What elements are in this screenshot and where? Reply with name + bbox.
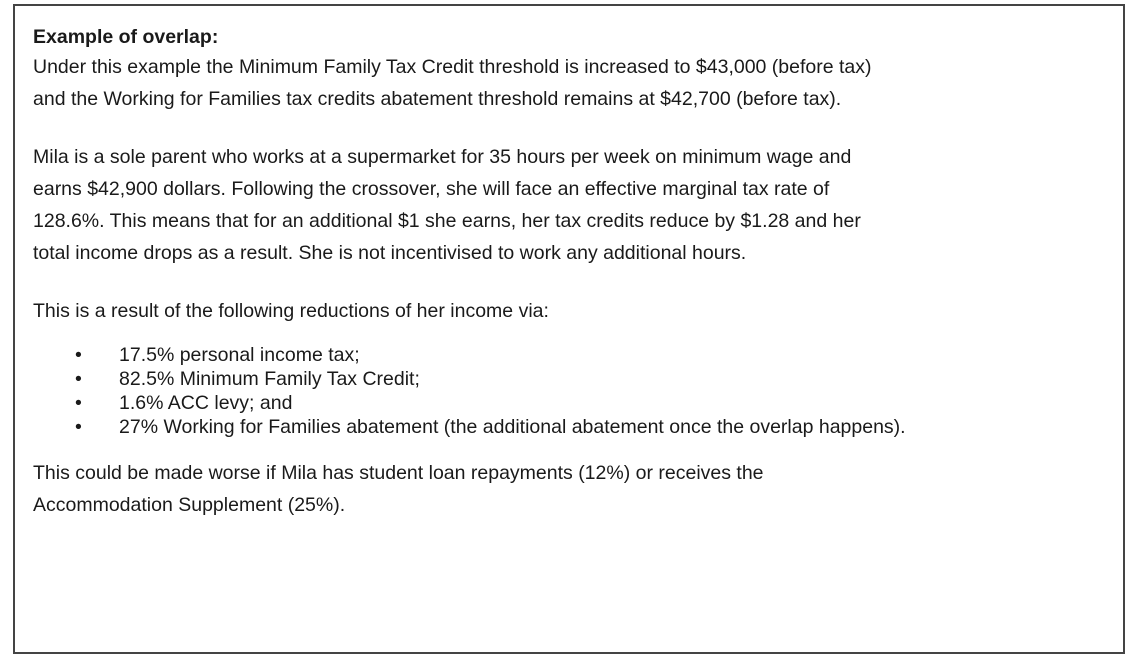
example-box	[13, 4, 1125, 654]
mila-line-2: earns $42,900 dollars. Following the crossover, she will face an effective marginal tax rate of	[33, 178, 830, 200]
list-item-text: 1.6% ACC levy; and	[119, 392, 293, 414]
example-heading: Example of overlap:	[33, 26, 219, 48]
list-item-text: 27% Working for Families abatement (the additional abatement once the overlap happens).	[119, 416, 906, 438]
list-item-text: 17.5% personal income tax;	[119, 344, 360, 366]
paragraph-spacer	[33, 269, 1123, 295]
paragraph-spacer	[33, 439, 1123, 457]
bullet-icon: •	[75, 368, 82, 390]
worse-line-1: This could be made worse if Mila has student loan repayments (12%) or receives the	[33, 462, 764, 484]
reductions-intro: This is a result of the following reductions of her income via:	[33, 300, 549, 322]
mila-line-4: total income drops as a result. She is not incentivised to work any additional hours.	[33, 242, 747, 264]
list-item	[33, 343, 1123, 367]
paragraph-spacer	[33, 115, 1123, 141]
mila-paragraph	[33, 141, 1123, 269]
worse-paragraph	[33, 457, 1123, 521]
worse-line-2: Accommodation Supplement (25%).	[33, 494, 346, 516]
list-item	[33, 415, 1123, 439]
threshold-line-2: and the Working for Families tax credits abatement threshold remains at $42,700 (before tax).	[33, 88, 842, 110]
threshold-line-1: Under this example the Minimum Family Tax Credit threshold is increased to $43,000 (before tax)	[33, 56, 872, 78]
threshold-paragraph	[33, 51, 1123, 115]
list-item	[33, 367, 1123, 391]
bullet-icon: •	[75, 416, 82, 438]
mila-line-1: Mila is a sole parent who works at a supermarket for 35 hours per week on minimum wage and	[33, 146, 852, 168]
mila-line-3: 128.6%. This means that for an additional $1 she earns, her tax credits reduce by $1.28 and her	[33, 210, 861, 232]
bullet-icon: •	[75, 344, 82, 366]
reductions-list	[33, 343, 1123, 439]
bullet-icon: •	[75, 392, 82, 414]
list-item	[33, 391, 1123, 415]
list-item-text: 82.5% Minimum Family Tax Credit;	[119, 368, 420, 390]
